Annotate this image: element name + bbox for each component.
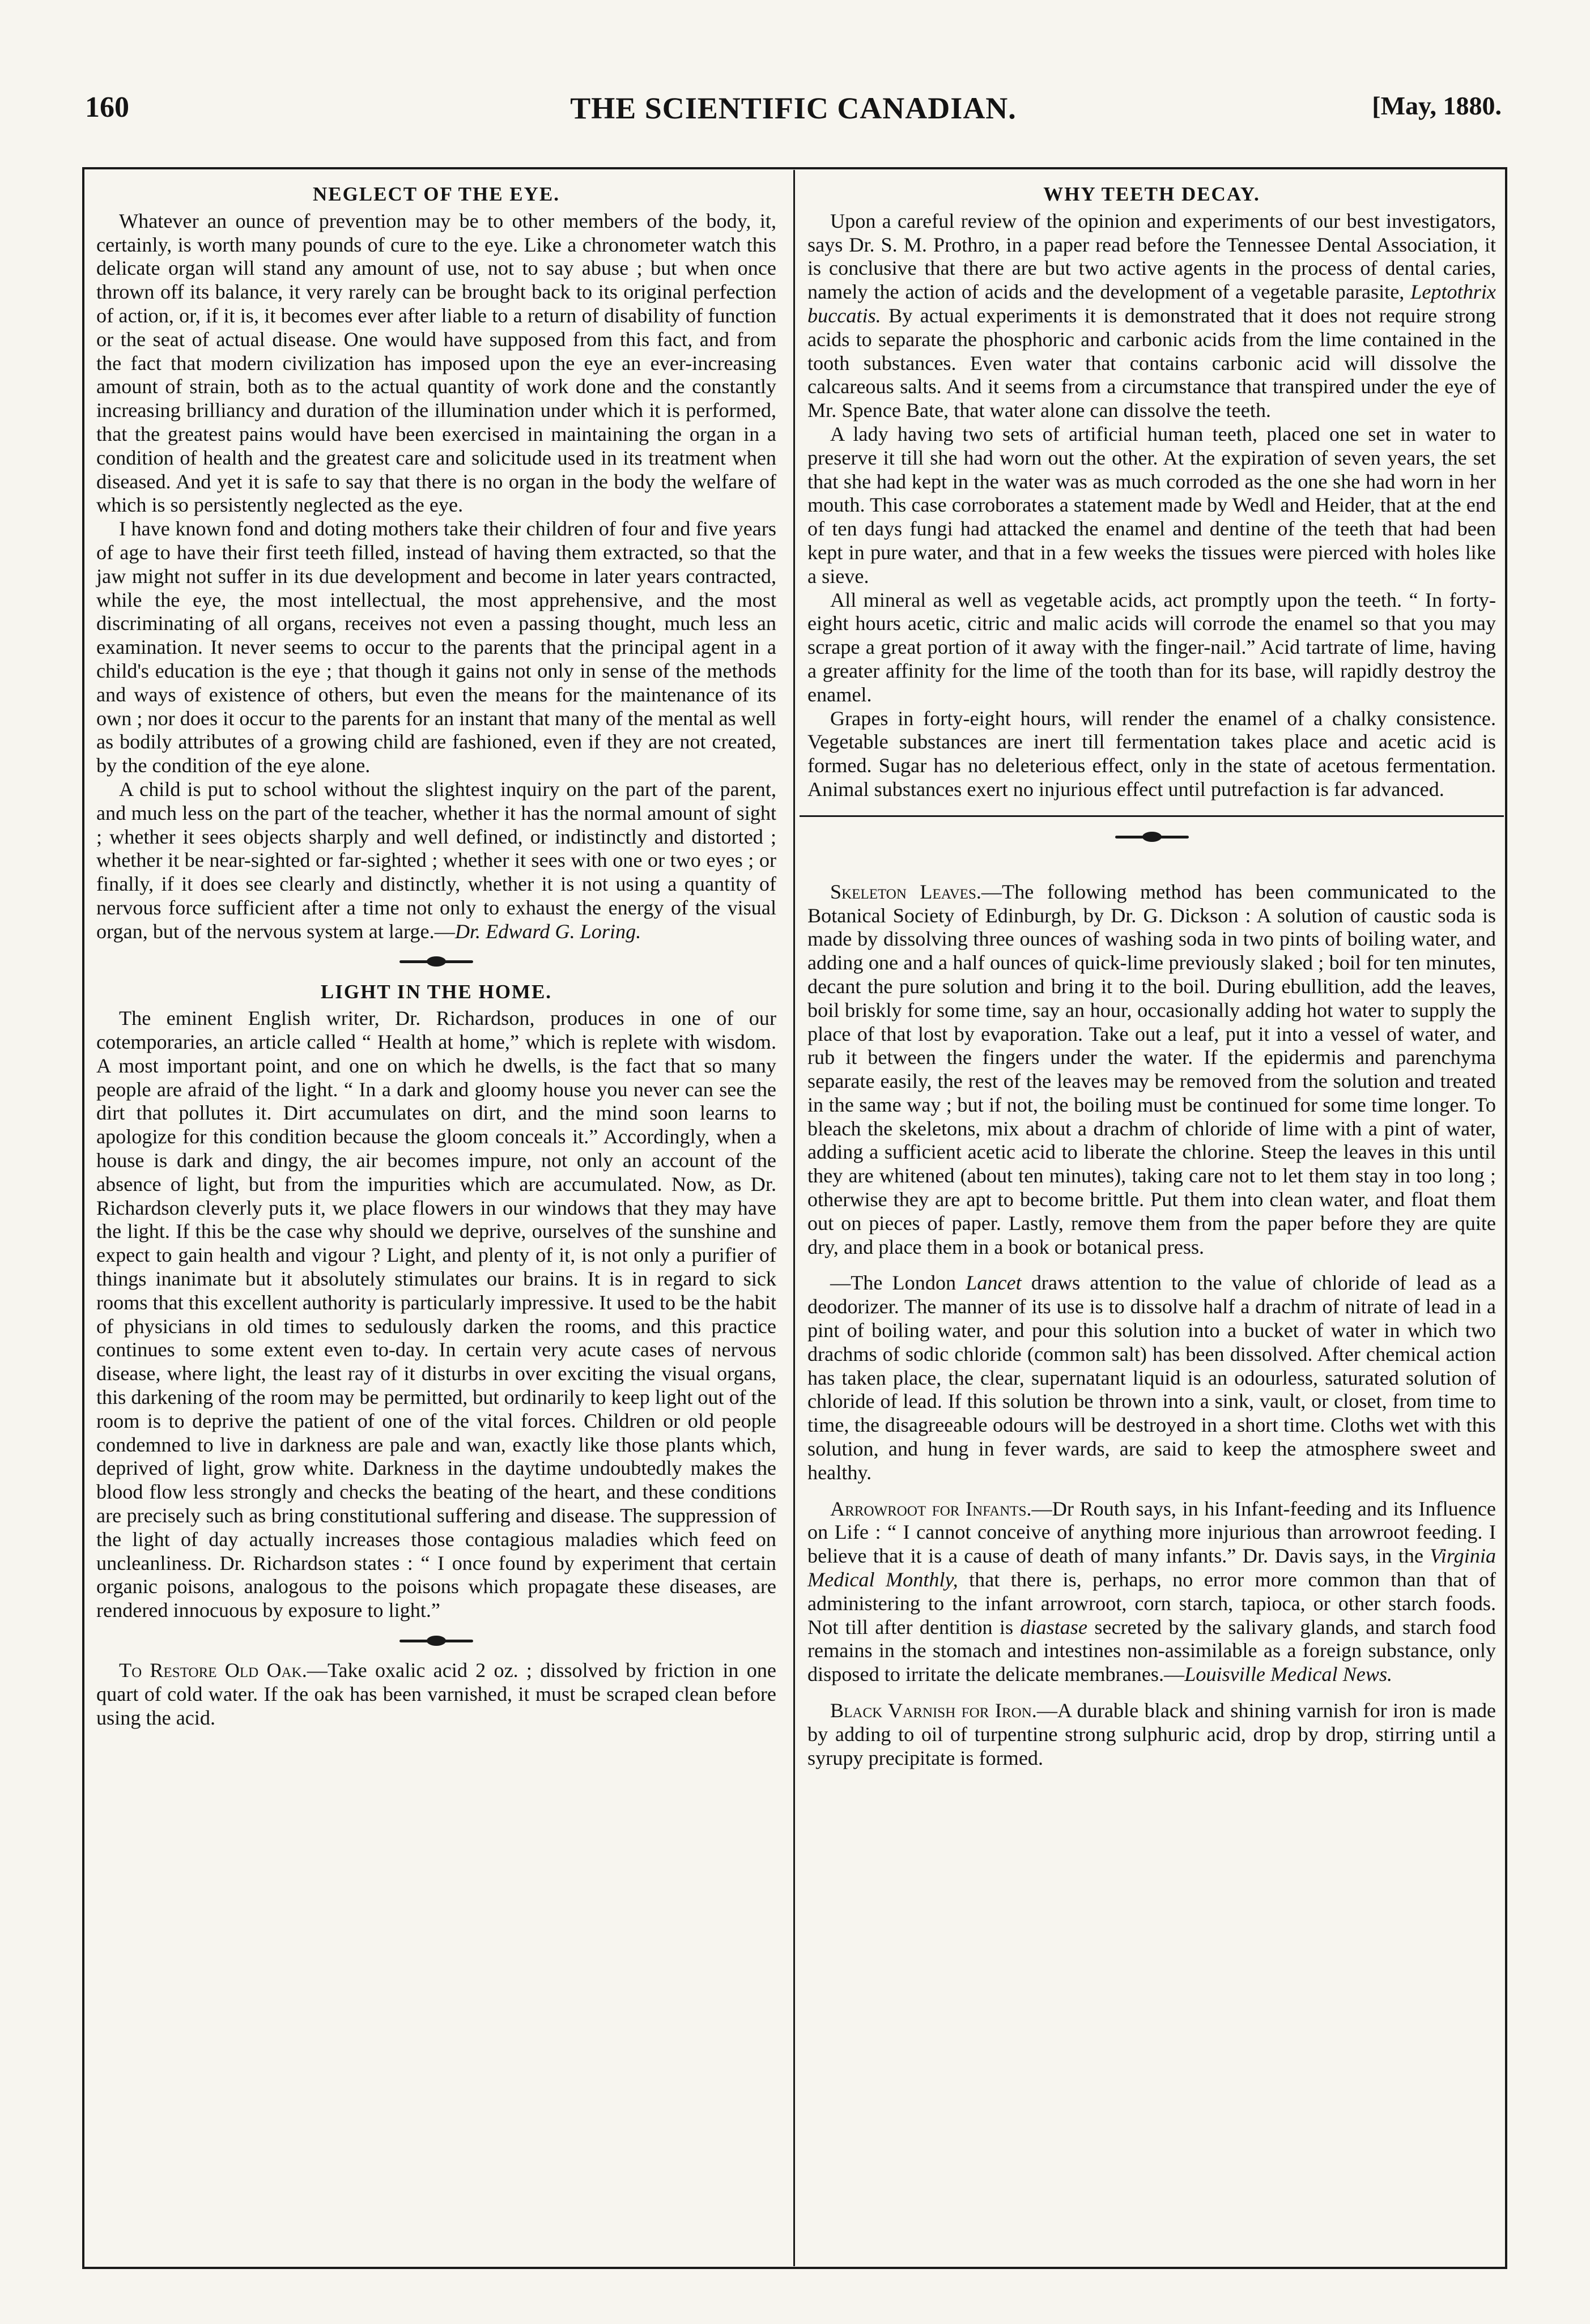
note-lead: Black Varnish for Iron. xyxy=(830,1699,1037,1722)
source-name: Louisville Medical News. xyxy=(1184,1663,1393,1686)
note-text: —The London xyxy=(830,1271,966,1295)
journal-name: Virginia Medical Monthly, xyxy=(807,1544,1496,1591)
note-text: —The following method has been communicated to the Botanical Society of Edinburgh, by Dr. G. Dickson : A solution of caustic soda is made by dissolving three ounces of washing soda in two pints of boiling water, and adding one and a half ounces of quick-lime previously slaked ; boil for ten minutes, decant the pure solution and bring it to the boil. During ebullition, add the leaves, boil briskly for some time, say an hour, occasionally adding hot water to supply the place of that lost by evaporation. Take out a leaf, put it into a vessel of water, and rub it between the fingers under the water. If the epidermis and parenchyma separate easily, the rest of the leaves may be removed from the solution and treated in the same way ; but if not, the boiling must be continued for some time longer. To bleach the skeletons, mix about a drachm of chloride of lime with a pint of water, adding a sufficient acetic acid to liberate the chlorine. Steep the leaves in this until they are whitened (about ten minutes), taking care not to let them stay in too long ; otherwise they are apt to become brittle. Put them into clean water, and float them out on pieces of paper. Lastly, remove them from the paper before they are quite dry, and place them in a book or botanical press. xyxy=(807,880,1496,1258)
paragraph xyxy=(96,778,776,944)
page-number: 160 xyxy=(85,91,129,124)
page-header xyxy=(85,91,1502,142)
note-text: —Take oxalic acid 2 oz. ; dissolved by friction in one quart of cold water. If the oak has been varnished, it must be scraped clean before using the acid. xyxy=(96,1659,776,1729)
horizontal-rule xyxy=(800,815,1504,817)
article-title-eye: NEGLECT OF THE EYE. xyxy=(312,183,560,205)
term: diastase xyxy=(1020,1615,1088,1638)
note-old-oak xyxy=(96,1659,776,1730)
note-black-varnish xyxy=(807,1699,1496,1770)
note-lead: To Restore Old Oak. xyxy=(119,1659,307,1682)
paragraph: Grapes in forty-eight hours, will render the enamel of a chalky consistence. Vegetable substances are inert till fermentation takes place and acetic acid is formed. Sugar has no deleterious effect, only in the state of acetous fermentation. Animal substances exert no injurious effect until putrefaction is far advanced. xyxy=(807,706,1496,801)
note-lancet xyxy=(807,1271,1496,1484)
section-separator xyxy=(96,944,776,980)
section-separator xyxy=(96,1623,776,1659)
note-skeleton-leaves xyxy=(807,880,1496,1259)
paragraph xyxy=(807,210,1496,423)
species-name: Leptothrix buccatis. xyxy=(807,280,1496,327)
column-divider xyxy=(793,170,795,2266)
paragraph: All mineral as well as vegetable acids, act promptly upon the teeth. “ In forty-eight hours acetic, citric and malic acids will corrode the enamel so that you may scrape a great portion of it away with the finger-nail.” Acid tartrate of lime, having a greater affinity for the lime of the tooth than for its base, will rapidly destroy the enamel. xyxy=(807,588,1496,706)
note-text: —Dr Routh says, in his Infant-feeding and its Influence on Life : “ I cannot conceive of anything more injurious than arrowroot feeding. I believe that it is a cause of death of many infants.” Dr. Davis says, in the xyxy=(807,1497,1496,1568)
paragraph: Whatever an ounce of prevention may be to other members of the body, it, certainly, is worth many pounds of cure to the eye. Like a chronometer watch this delicate organ will stand any amount of use, not to say abuse ; but when once thrown off its balance, it very rarely can be brought back to its original perfection of action, or, if it is, it becomes ever after liable to a return of disability of function or the seat of actual disease. One would have supposed from this fact, and from the fact that modern civilization has imposed upon the eye an ever-increasing amount of strain, both as to the actual quantity of work done and the constantly increasing brilliancy and duration of the illumination under which it is performed, that the greatest pains would have been exercised in maintaining the organ in a condition of health and the greatest care and solicitude used in its treatment when diseased. And yet it is safe to say that there is no organ in the body the welfare of which is so persistently neglected as the eye. xyxy=(96,209,776,517)
note-arrowroot xyxy=(807,1497,1496,1687)
paragraph-text: By actual experiments it is demonstrated that it does not require strong acids to separate the phosphoric and carbonic acids from the lime contained in the tooth substances. Even water that contains carbonic acid will dissolve the calcareous salts. And it seems from a circumstance that transpired under the eye of Mr. Spence Bate, that water alone can dissolve the teeth. xyxy=(807,304,1496,422)
article-title-light: LIGHT IN THE HOME. xyxy=(320,980,552,1003)
author-signature: Dr. Edward G. Loring. xyxy=(454,920,641,943)
journal-name: Lancet xyxy=(966,1271,1022,1295)
article-title-teeth: WHY TEETH DECAY. xyxy=(1043,183,1260,205)
issue-date: [May, 1880. xyxy=(1372,91,1502,120)
journal-title: THE SCIENTIFIC CANADIAN. xyxy=(570,91,1017,125)
paragraph: I have known fond and doting mothers take their children of four and five years of age to have their first teeth filled, instead of having them extracted, so that the jaw might not suffer in its due development and become in later years contracted, while the eye, the most intellectual, the most apprehensive, and the most discriminating of all organs, receives not even a passing thought, much less an examination. It never seems to occur to the parents that the principal agent in a child's education is the eye ; that though it gains not only in sense of the methods and ways of existence of others, but even the means for the maintenance of its own ; nor does it occur to the parents for an instant that many of the mental as well as bodily attributes of a growing child are fashioned, even if they are not created, by the condition of the eye alone. xyxy=(96,517,776,777)
paragraph-text: Upon a careful review of the opinion and experiments of our best investigators, says Dr. S. M. Prothro, in a paper read before the Tennessee Dental Association, it is conclusive that there are but two active agents in the process of dental caries, namely the action of acids and the development of a vegetable parasite, xyxy=(807,209,1496,304)
paragraph: A lady having two sets of artificial human teeth, placed one set in water to preserve it till she had worn out the other. At the expiration of seven years, the set that she had kept in the water was as much corroded as the one she had worn in her mouth. This case corroborates a statement made by Wedl and Heider, that at the end of ten days fungi had attacked the enamel and dentine of the teeth that had been kept in pure water, and that in a few weeks the tissues were pierced with holes like a sieve. xyxy=(807,422,1496,588)
paragraph: The eminent English writer, Dr. Richardson, produces in one of our cotemporaries, an article called “ Health at home,” which is replete with wisdom. A most important point, and one on which he dwells, is the fact that so many people are afraid of the light. “ In a dark and gloomy house you never can see the dirt that pollutes it. Dirt accumulates on dirt, and the mind soon learns to apologize for this condition because the gloom conceals it.” Accordingly, when a house is dark and dingy, the air becomes impure, not only an account of the absence of light, but from the impurities which are accumulated. Now, as Dr. Richardson cleverly puts it, we place flowers in our windows that they may have the light. If this be the case why should we deprive, ourselves of the sunshine and expect to gain health and vigour ? Light, and plenty of it, is not only a purifier of things inanimate but it absolutely stimulates our brains. It is in regard to sick rooms that this excellent authority is particularly impressive. It used to be the habit of physicians in old times to sedulously darken the rooms, and this practice continues to some extent even to-day. In certain very acute cases of nervous disease, where light, the least ray of it disturbs in over exciting the visual organs, this darkening of the room may be permitted, but ordinarily to keep light out of the room is to deprive the patient of one of the vital forces. Children or old people condemned to live in darkness are pale and wan, exactly like those plants which, deprived of light, grow white. Darkness in the daytime undoubtedly makes the blood flow less strongly and checks the beating of the heart, and these conditions are precisely such as bring constitutional suffering and disease. The suppression of the light of day actually increases those contagious maladies which feed on uncleanliness. Dr. Richardson states : “ I once found by experiment that certain organic poisons, analogous to the poisons which propagate these diseases, are rendered innocuous by exposure to light.” xyxy=(96,1007,776,1622)
note-text: draws attention to the value of chloride of lead as a deodorizer. The manner of its use is to dissolve half a drachm of nitrate of lead in a pint of boiling water, and pour this solution into a bucket of water in which two drachms of sodic chloride (common salt) has been dissolved. After chemical action has taken place, the clear, supernatant liquid is an odourless, saturated solution of chloride of lead. If this solution be thrown into a sink, vault, or closet, from time to time, the disagreeable odours will be destroyed in a short time. Cloths wet with this solution, and hung in fever wards, are said to keep the atmosphere sweet and healthy. xyxy=(807,1271,1496,1484)
note-lead: Skeleton Leaves. xyxy=(830,880,981,903)
note-text: secreted by the salivary glands, and starch food remains in the stomach and intestines non-assimilable as a foreign substance, only disposed to irritate the delicate membranes.— xyxy=(807,1615,1496,1686)
paragraph-text: A child is put to school without the slightest inquiry on the part of the parent, and much less on the part of the teacher, whether it has the normal amount of sight ; whether it sees objects sharply and well defined, or indistinctly and distorted ; whether it be near-sighted or far-sighted ; whether it sees with one or two eyes ; or finally, if it does see clearly and distinctly, whether it is not using a quantity of nervous force sufficient after a time not only to exhaust the energy of the visual organ, but of the nervous system at large.— xyxy=(96,777,776,943)
note-text: —A durable black and shining varnish for iron is made by adding to oil of turpentine strong sulphuric acid, drop by drop, stirring until a syrupy precipitate is formed. xyxy=(807,1699,1496,1769)
note-text: that there is, perhaps, no error more common than that of administering to the infant arrowroot, corn starch, tapioca, or other starch foods. Not till after dentition is xyxy=(807,1568,1496,1638)
section-separator xyxy=(807,819,1496,855)
right-column xyxy=(807,182,1496,1770)
left-column xyxy=(96,182,776,1730)
note-lead: Arrowroot for Infants. xyxy=(830,1497,1032,1520)
